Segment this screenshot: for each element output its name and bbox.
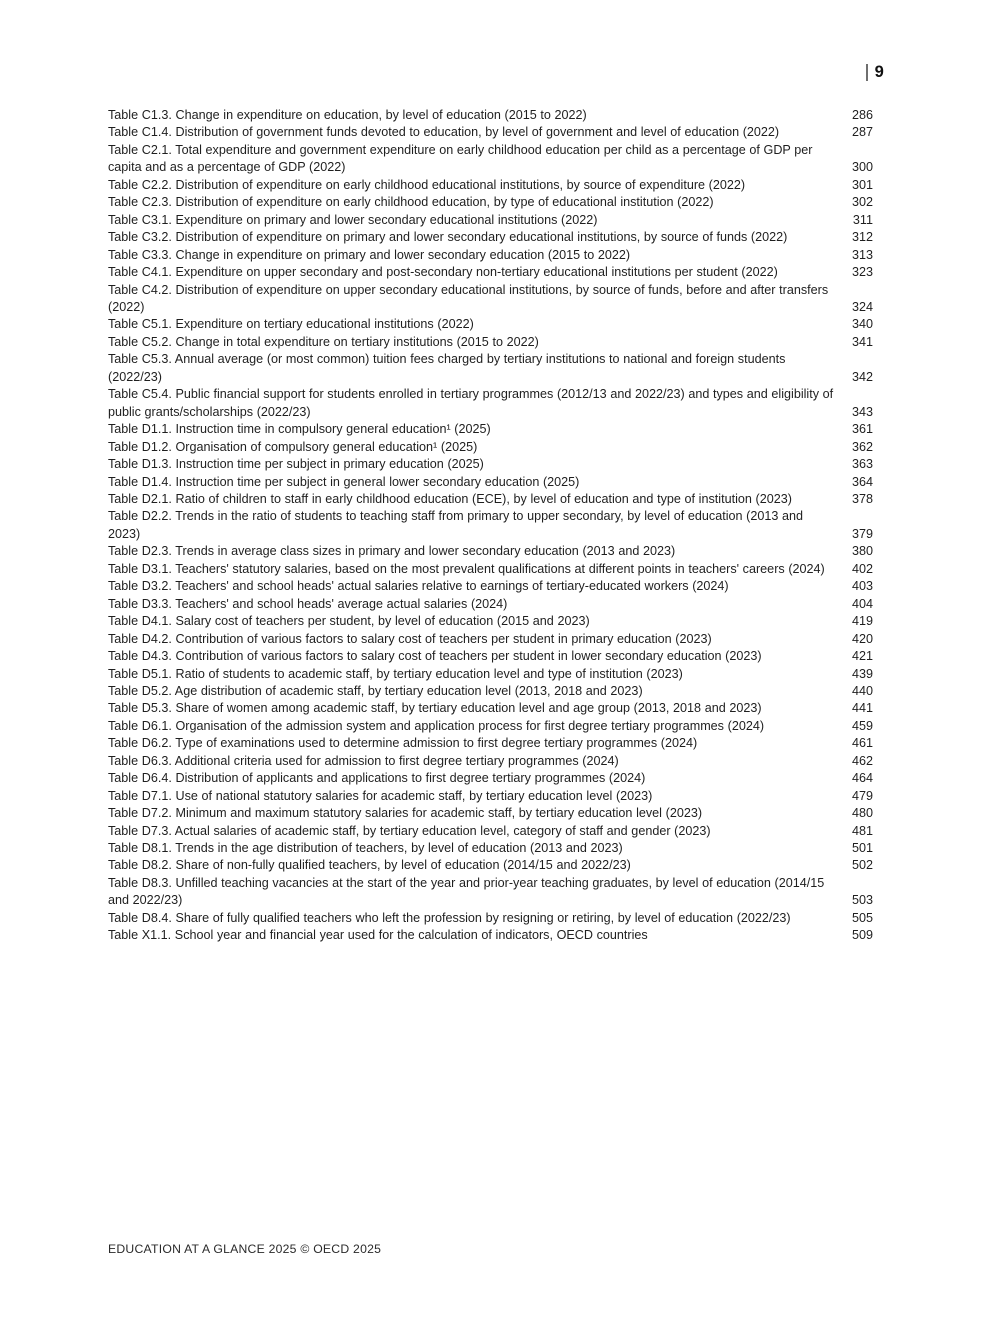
toc-entry-page-number: 311 [852,212,873,227]
toc-entry[interactable] [108,631,873,648]
toc-entry-title: Table C2.1. Total expenditure and government expenditure on early childhood education per child as a percentage of GDP per capita and as a percentage of GDP (2022) [108,142,813,175]
toc-entry[interactable] [108,927,873,944]
toc-entry-title: Table D1.1. Instruction time in compulsory general education¹ (2025) [108,422,491,437]
page-header [866,58,884,86]
toc-entry[interactable] [108,596,873,613]
toc-entry-page-number: 378 [851,491,873,506]
toc-entry-title: Table D1.3. Instruction time per subject in primary education (2025) [108,457,484,472]
toc-entry[interactable] [108,177,873,194]
toc-entry-title: Table C4.1. Expenditure on upper secondary and post-secondary non-tertiary educational institutions per student (2022) [108,265,778,280]
toc-entry-title: Table C5.4. Public financial support for students enrolled in tertiary programmes (2012/13 and 2022/23) and types and eligibility of public grants/scholarships (2022/23) [108,387,834,419]
toc-entry-title: Table D3.1. Teachers' statutory salaries, based on the most prevalent qualifications at different points in teachers' careers (2024) [108,561,825,576]
toc-entry-page-number: 440 [851,683,873,698]
toc-entry-page-number: 503 [851,893,873,908]
toc-entry-page-number: 419 [851,614,873,629]
toc-entry-title: Table D7.2. Minimum and maximum statutory salaries for academic staff, by tertiary education level (2023) [108,806,703,821]
toc-entry[interactable] [108,875,873,910]
toc-entry-title: Table D6.1. Organisation of the admission system and application process for first degree tertiary programmes (2024) [108,718,765,733]
toc-entry-page-number: 509 [851,928,873,943]
toc-entry[interactable] [108,648,873,665]
toc-entry-title: Table D3.2. Teachers' and school heads' actual salaries relative to earnings of tertiary-educated workers (2024) [108,579,729,594]
toc-entry-title: Table C3.1. Expenditure on primary and lower secondary educational institutions (2022) [108,212,598,227]
vertical-rule-icon [866,64,868,81]
toc-entry-page-number: 313 [851,247,873,262]
toc-entry-title: Table D2.3. Trends in average class sizes in primary and lower secondary education (2013 and 2023) [108,544,676,559]
toc-entry[interactable] [108,386,873,421]
toc-entry-page-number: 462 [851,753,873,768]
toc-entry[interactable] [108,247,873,264]
toc-entry-title: Table D7.1. Use of national statutory salaries for academic staff, by tertiary education level (2023) [108,788,653,803]
table-of-tables-list [108,107,873,945]
toc-entry-page-number: 403 [851,579,873,594]
toc-entry-page-number: 340 [851,317,873,332]
toc-entry[interactable] [108,316,873,333]
toc-entry-title: Table D8.3. Unfilled teaching vacancies at the start of the year and prior-year teaching graduates, by level of education (2014/15 and 2022/23) [108,875,825,908]
toc-entry-page-number: 481 [851,823,873,838]
toc-entry[interactable] [108,561,873,578]
toc-entry[interactable] [108,421,873,438]
toc-entry[interactable] [108,753,873,770]
toc-entry-page-number: 459 [851,718,873,733]
toc-entry-page-number: 464 [851,771,873,786]
toc-entry-page-number: 341 [851,334,873,349]
toc-entry[interactable] [108,718,873,735]
toc-entry-page-number: 420 [851,631,873,646]
toc-entry-title: Table D1.4. Instruction time per subject in general lower secondary education (2025) [108,474,580,489]
toc-entry-title: Table C5.3. Annual average (or most common) tuition fees charged by tertiary institutions to national and foreign students (2022/23) [108,352,786,384]
toc-entry[interactable] [108,439,873,456]
toc-entry-page-number: 480 [851,806,873,821]
toc-entry[interactable] [108,456,873,473]
toc-entry-title: Table C2.3. Distribution of expenditure on early childhood education, by type of educational institution (2022) [108,195,714,210]
toc-entry-title: Table C1.4. Distribution of government funds devoted to education, by level of government and level of education (2022) [108,125,780,140]
toc-entry[interactable] [108,194,873,211]
toc-entry[interactable] [108,543,873,560]
toc-entry-title: Table D4.1. Salary cost of teachers per student, by level of education (2015 and 2023) [108,614,590,629]
toc-entry-page-number: 302 [851,195,873,210]
toc-entry-title: Table D5.3. Share of women among academic staff, by tertiary education level and age group (2013, 2018 and 2023) [108,701,762,716]
toc-entry[interactable] [108,683,873,700]
toc-entry-page-number: 439 [851,666,873,681]
toc-entry[interactable] [108,334,873,351]
toc-entry-page-number: 502 [851,858,873,873]
toc-entry-title: Table D7.3. Actual salaries of academic staff, by tertiary education level, category of staff and gender (2023) [108,823,711,838]
toc-entry-page-number: 479 [851,788,873,803]
toc-entry-title: Table C4.2. Distribution of expenditure on upper secondary educational institutions, by source of funds, before and after transfers (2022) [108,282,829,314]
toc-entry-page-number: 402 [851,561,873,576]
toc-entry-title: Table C3.2. Distribution of expenditure on primary and lower secondary educational institutions, by source of funds (2022) [108,230,788,245]
toc-entry[interactable] [108,613,873,630]
toc-entry[interactable] [108,910,873,927]
toc-entry-page-number: 364 [851,474,873,489]
toc-entry[interactable] [108,229,873,246]
toc-entry-page-number: 362 [851,439,873,454]
toc-entry-page-number: 300 [851,160,873,175]
toc-entry-page-number: 505 [851,910,873,925]
toc-entry[interactable] [108,840,873,857]
toc-entry[interactable] [108,508,873,543]
toc-entry-title: Table D6.2. Type of examinations used to determine admission to first degree tertiary programmes (2024) [108,736,698,751]
toc-entry-page-number: 301 [851,177,873,192]
toc-entry[interactable] [108,107,873,124]
toc-entry-title: Table C3.3. Change in expenditure on primary and lower secondary education (2015 to 2022) [108,247,631,262]
toc-entry-title: Table C1.3. Change in expenditure on education, by level of education (2015 to 2022) [108,108,587,122]
toc-entry-title: Table D1.2. Organisation of compulsory general education¹ (2025) [108,439,478,454]
toc-entry-title: Table D3.3. Teachers' and school heads' average actual salaries (2024) [108,596,508,611]
toc-entry[interactable] [108,770,873,787]
toc-entry-page-number: 312 [851,230,873,245]
toc-entry-page-number: 380 [851,544,873,559]
toc-entry-title: Table D6.3. Additional criteria used for admission to first degree tertiary programmes (2024) [108,753,619,768]
toc-entry[interactable] [108,788,873,805]
toc-entry[interactable] [108,264,873,281]
toc-entry-title: Table C5.2. Change in total expenditure on tertiary institutions (2015 to 2022) [108,334,539,349]
toc-entry-title: Table X1.1. School year and financial year used for the calculation of indicators, OECD countries [108,928,648,943]
toc-entry-title: Table D5.2. Age distribution of academic staff, by tertiary education level (2013, 2018 and 2023) [108,683,643,698]
toc-entry-title: Table D8.2. Share of non-fully qualified teachers, by level of education (2014/15 and 2022/23) [108,858,631,873]
toc-entry[interactable] [108,212,873,229]
toc-entry-title: Table C2.2. Distribution of expenditure on early childhood educational institutions, by source of expenditure (2022) [108,177,746,192]
toc-entry[interactable] [108,857,873,874]
toc-entry[interactable] [108,823,873,840]
toc-entry-page-number: 342 [851,369,873,384]
toc-entry-title: Table D5.1. Ratio of students to academic staff, by tertiary education level and type of institution (2023) [108,666,683,681]
toc-entry-title: Table D4.2. Contribution of various factors to salary cost of teachers per student in primary education (2023) [108,631,712,646]
toc-entry[interactable] [108,805,873,822]
toc-entry-title: Table C5.1. Expenditure on tertiary educational institutions (2022) [108,317,474,332]
toc-entry-title: Table D6.4. Distribution of applicants and applications to first degree tertiary programmes (2024) [108,771,646,786]
toc-entry-page-number: 323 [851,265,873,280]
toc-entry[interactable] [108,124,873,141]
toc-entry-page-number: 461 [851,736,873,751]
toc-entry-title: Table D2.2. Trends in the ratio of students to teaching staff from primary to upper secondary, by level of education (2013 and 2023) [108,509,804,541]
toc-entry[interactable] [108,282,873,317]
toc-entry-title: Table D4.3. Contribution of various factors to salary cost of teachers per student in lower secondary education (2023) [108,649,762,664]
toc-entry[interactable] [108,491,873,508]
toc-entry-page-number: 501 [851,841,873,856]
toc-entry[interactable] [108,142,873,177]
toc-entry[interactable] [108,700,873,717]
toc-entry-page-number: 324 [851,299,873,314]
toc-entry[interactable] [108,474,873,491]
toc-entry[interactable] [108,735,873,752]
toc-entry-page-number: 363 [851,457,873,472]
toc-entry[interactable] [108,351,873,386]
page-footer: EDUCATION AT A GLANCE 2025 © OECD 2025 [108,1242,382,1256]
toc-entry-page-number: 421 [851,649,873,664]
toc-entry-title: Table D8.4. Share of fully qualified teachers who left the profession by resigning or retiring, by level of education (2022/23) [108,910,791,925]
toc-entry-page-number: 379 [851,526,873,541]
toc-entry-page-number: 361 [851,422,873,437]
toc-entry-page-number: 287 [851,125,873,140]
toc-entry[interactable] [108,578,873,595]
toc-entry-page-number: 441 [851,701,873,716]
toc-entry-title: Table D8.1. Trends in the age distribution of teachers, by level of education (2013 and 2023) [108,841,623,856]
toc-entry-page-number: 404 [851,596,873,611]
toc-entry[interactable] [108,666,873,683]
toc-entry-page-number: 286 [851,108,873,122]
toc-entry-title: Table D2.1. Ratio of children to staff in early childhood education (ECE), by level of education and type of institution (2023) [108,491,792,506]
page-number: 9 [874,62,884,81]
toc-entry-page-number: 343 [851,404,873,419]
